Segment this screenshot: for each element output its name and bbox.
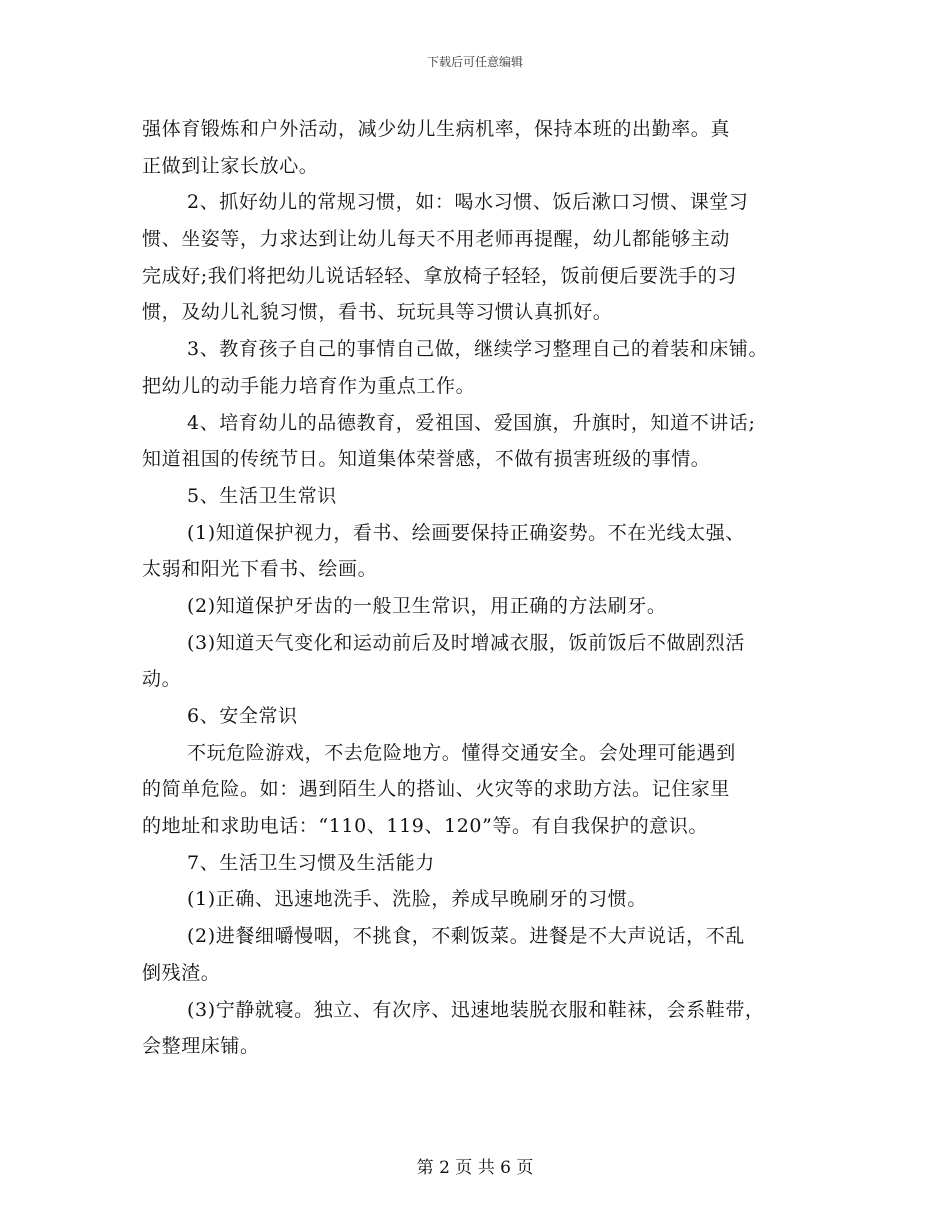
text-line: (2)知道保护牙齿的一般卫生常识，用正确的方法刷牙。	[187, 594, 667, 617]
text-line: 把幼儿的动手能力培育作为重点工作。	[142, 374, 476, 397]
text-line: 不玩危险游戏，不去危险地方。懂得交通安全。会处理可能遇到	[187, 741, 736, 764]
text-line: 会整理床铺。	[142, 1035, 260, 1058]
text-line: 的地址和求助电话：“110、119、120”等。有自我保护的意识。	[142, 815, 709, 838]
text-line: 3、教育孩子自己的事情自己做，继续学习整理自己的着装和床铺。	[187, 338, 769, 361]
text-line: (2)进餐细嚼慢咽，不挑食，不剩饭菜。进餐是不大声说话，不乱	[187, 925, 745, 948]
text-line: 2、抓好幼儿的常规习惯，如：喝水习惯、饭后漱口习惯、课堂习	[187, 191, 749, 214]
text-line: 正做到让家长放心。	[142, 154, 319, 177]
page-number-footer: 第 2 页 共 6 页	[416, 1158, 534, 1178]
text-line: 惯，及幼儿礼貌习惯，看书、玩玩具等习惯认真抓好。	[142, 301, 613, 324]
section-heading: 6、安全常识	[187, 705, 298, 727]
text-line: (1)知道保护视力，看书、绘画要保持正确姿势。不在光线太强、	[187, 521, 745, 544]
text-line: (3)宁静就寝。独立、有次序、迅速地装脱衣服和鞋袜，会系鞋带，	[187, 998, 765, 1021]
document-body	[142, 111, 822, 1065]
page-header: 下载后可任意编辑	[426, 55, 523, 69]
text-line: 知道祖国的传统节日。知道集体荣誉感，不做有损害班级的事情。	[142, 448, 711, 471]
text-line: 完成好;我们将把幼儿说话轻轻、拿放椅子轻轻，饭前便后要洗手的习	[142, 264, 738, 287]
text-line: 动。	[142, 668, 182, 691]
text-line: 强体育锻炼和户外活动，减少幼儿生病机率，保持本班的出勤率。真	[142, 118, 731, 140]
text-line: 倒残渣。	[142, 961, 221, 984]
text-line: (3)知道天气变化和运动前后及时增减衣服，饭前饭后不做剧烈活	[187, 631, 745, 654]
section-heading: 5、生活卫生常识	[187, 484, 337, 507]
text-line: 4、培育幼儿的品德教育，爱祖国、爱国旗，升旗时，知道不讲话;	[187, 411, 756, 434]
text-line: (1)正确、迅速地洗手、洗脸，养成早晚刷牙的习惯。	[187, 888, 647, 911]
text-line: 的简单危险。如：遇到陌生人的搭讪、火灾等的求助方法。记住家里	[142, 778, 731, 801]
text-line: 太弱和阳光下看书、绘画。	[142, 558, 378, 581]
section-heading: 7、生活卫生习惯及生活能力	[187, 851, 435, 874]
text-line: 惯、坐姿等，力求达到让幼儿每天不用老师再提醒，幼儿都能够主动	[142, 228, 731, 251]
